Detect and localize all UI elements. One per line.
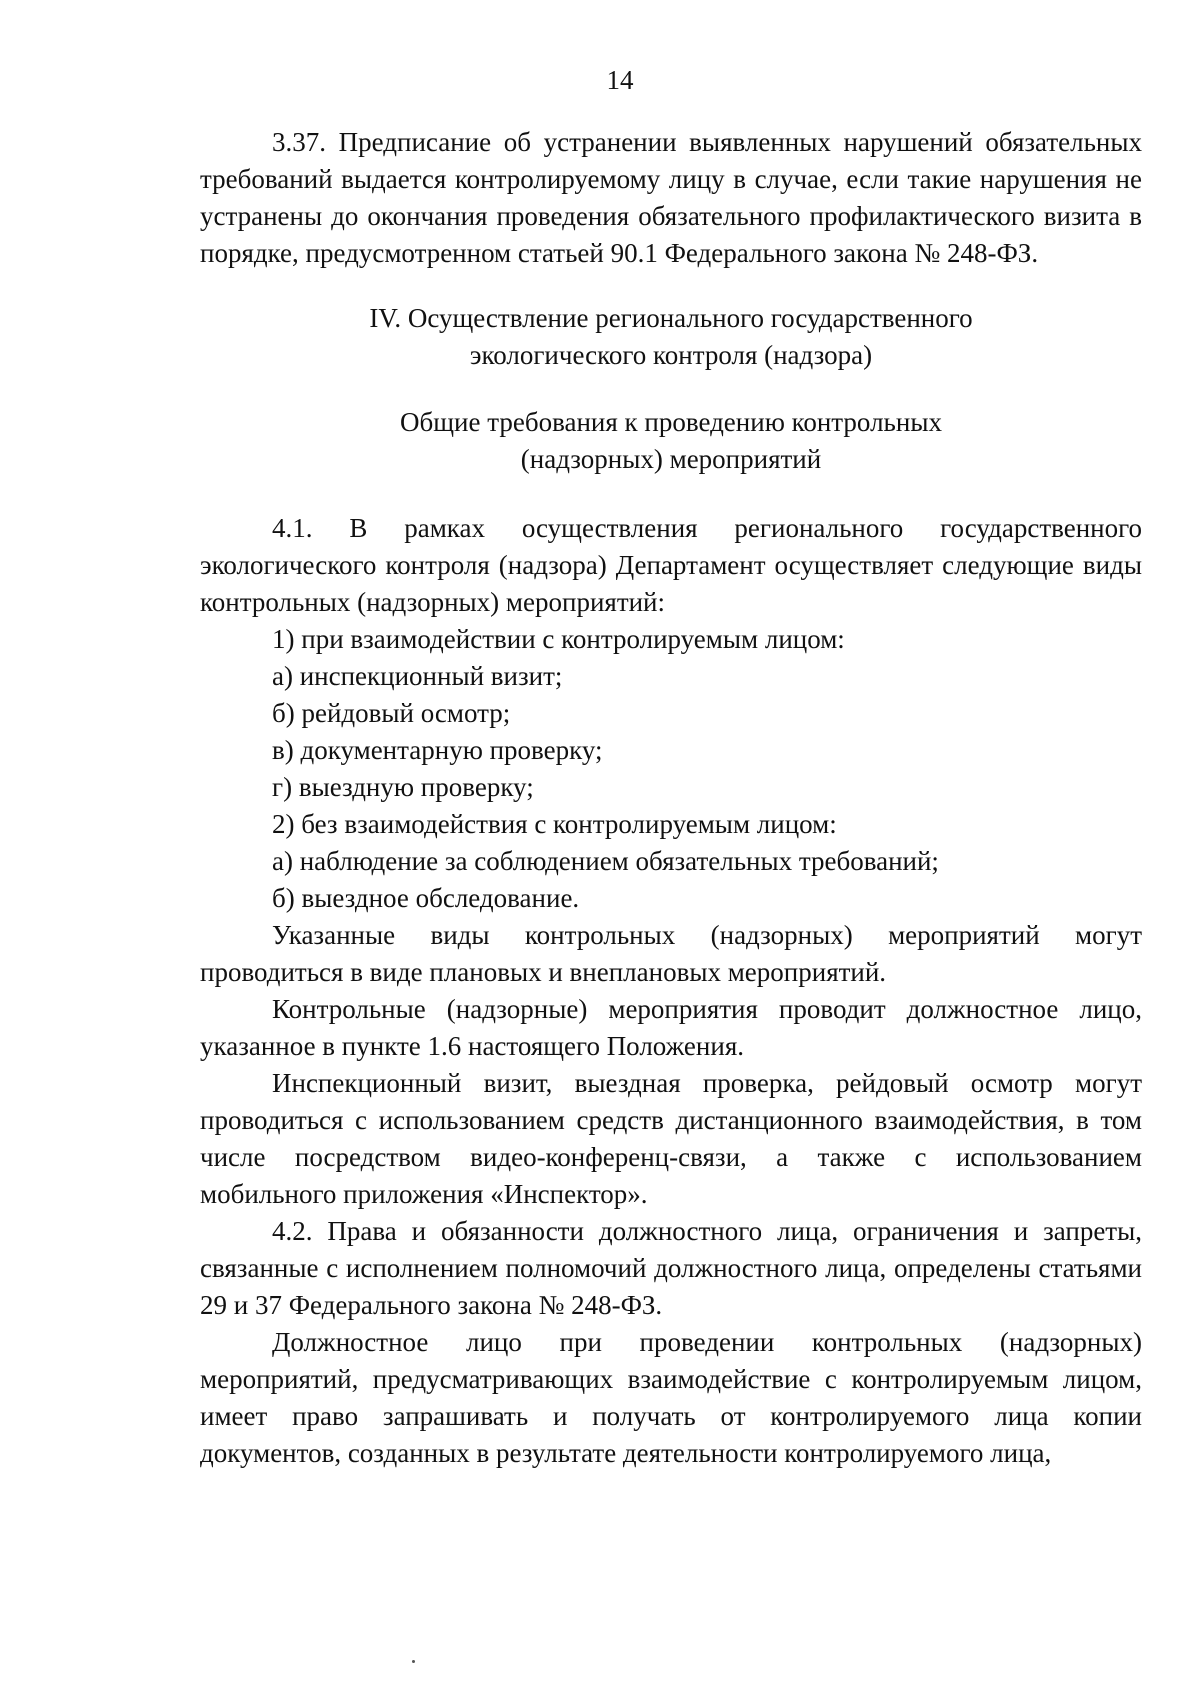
list-item: б) выездное обследование. <box>272 883 580 913</box>
sub-heading <box>200 404 1142 478</box>
scan-speck <box>412 1660 415 1663</box>
sub-heading-line-2: (надзорных) мероприятий <box>520 444 822 474</box>
list-item: 1) при взаимодействии с контролируемым лицом: <box>272 624 845 654</box>
list-item: г) выездную проверку; <box>272 772 534 802</box>
list-item: в) документарную проверку; <box>272 735 603 765</box>
paragraph-conduct: Контрольные (надзорные) мероприятия проводит должностное лицо, указанное в пункте 1.6 настоящего Положения. <box>200 994 1142 1061</box>
paragraph-types: Указанные виды контрольных (надзорных) мероприятий могут проводиться в виде плановых и внеплановых мероприятий. <box>200 920 1142 987</box>
list-item: а) наблюдение за соблюдением обязательных требований; <box>272 846 939 876</box>
list-item: а) инспекционный визит; <box>272 661 563 691</box>
page-number: 14 <box>606 65 634 95</box>
paragraph-3-37: 3.37. Предписание об устранении выявленных нарушений обязательных требований выдается контролируемому лицу в случае, если такие нарушения не устранены до окончания проведения обязательного профилактического визита в порядке, предусмотренном статьей 90.1 Федерального закона № 248-ФЗ. <box>200 127 1142 268</box>
paragraph-4-1: 4.1. В рамках осуществления регионального государственного экологического контроля (надзора) Департамент осуществляет следующие виды контрольных (надзорных) мероприятий: <box>200 513 1142 617</box>
paragraph-remote: Инспекционный визит, выездная проверка, рейдовый осмотр могут проводиться с использованием средств дистанционного взаимодействия, в том числе посредством видео-конференц-связи, а также с использованием мобильного приложения «Инспектор». <box>200 1068 1142 1209</box>
section-heading <box>200 300 1142 374</box>
list-item: б) рейдовый осмотр; <box>272 698 511 728</box>
section-heading-line-1: IV. Осуществление регионального государственного <box>369 303 973 333</box>
sub-heading-line-1: Общие требования к проведению контрольных <box>400 407 942 437</box>
measures-list <box>200 621 1142 917</box>
section-heading-line-2: экологического контроля (надзора) <box>469 340 873 370</box>
paragraph-official: Должностное лицо при проведении контрольных (надзорных) мероприятий, предусматривающих взаимодействие с контролируемым лицом, имеет право запрашивать и получать от контролируемого лица копии документов, созданных в результате деятельности контролируемого лица, <box>200 1327 1142 1468</box>
page-content <box>200 124 1142 1472</box>
list-item: 2) без взаимодействия с контролируемым лицом: <box>272 809 837 839</box>
paragraph-4-2: 4.2. Права и обязанности должностного лица, ограничения и запреты, связанные с исполнением полномочий должностного лица, определены статьями 29 и 37 Федерального закона № 248-ФЗ. <box>200 1216 1142 1320</box>
